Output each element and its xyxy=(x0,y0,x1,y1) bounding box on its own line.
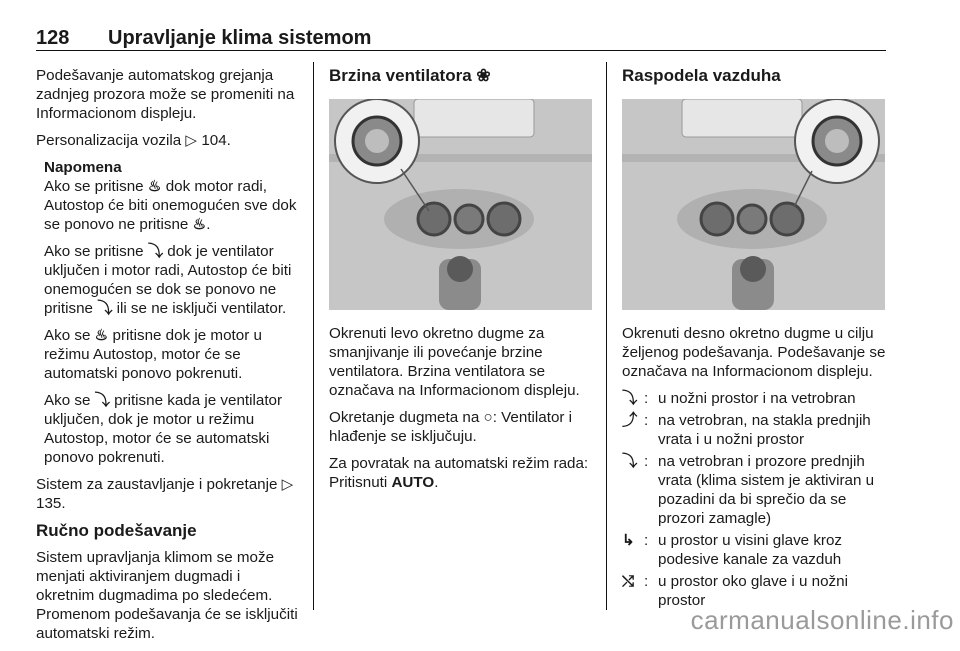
airflow-icon: ⤴ xyxy=(622,412,638,429)
page-reference[interactable]: 135. xyxy=(36,495,66,512)
text: : Ventilator i hlađenje se isključuju. xyxy=(329,409,573,445)
list-item xyxy=(622,389,888,408)
defrost-icon: ♨ xyxy=(192,216,207,233)
airflow-icon: ⤵ xyxy=(622,453,638,470)
text: pritisne dok je motor u režimu Autostop, motor će se automatski ponovo pokrenuti. xyxy=(44,327,262,382)
column-divider xyxy=(313,62,314,610)
note-paragraph xyxy=(44,242,298,318)
colon: : xyxy=(644,412,649,429)
list-item xyxy=(622,411,888,449)
colon: : xyxy=(644,532,649,549)
paragraph: Sistem upravljanja klimom se može menjati aktiviranjem dugmadi i okretnim dugmadima po sledećem. Promenom podešavanja će se isključiti automatski režim. xyxy=(36,549,298,642)
list-item-text: na vetrobran, na stakla prednjih vrata i u nožni prostor xyxy=(658,412,871,448)
section-heading: Raspodela vazduha xyxy=(622,66,781,85)
note-paragraph xyxy=(44,326,298,383)
climate-control-photo-fan xyxy=(329,99,592,310)
page-number: 128 xyxy=(36,27,70,49)
watermark: carmanualsonline.info xyxy=(690,605,954,635)
airflow-icon: ↳ xyxy=(622,532,635,549)
column-middle xyxy=(329,66,594,500)
airflow-icon: ⤵ xyxy=(97,300,113,317)
heading-text: Brzina ventilatora xyxy=(329,66,472,85)
defrost-icon: ♨ xyxy=(147,178,162,195)
list-item-text: u nožni prostor i na vetrobran xyxy=(658,390,856,407)
page-title: Upravljanje klima sistemom xyxy=(108,27,372,49)
colon: : xyxy=(644,453,649,470)
note-paragraph xyxy=(44,177,298,234)
text: dok je ventilator uključen i motor radi, Autostop će biti onemogućen se dok se ponovo ne pritisne xyxy=(44,243,292,317)
section-heading: Ručno podešavanje xyxy=(36,521,197,540)
airflow-list xyxy=(622,389,888,610)
text: Ako se xyxy=(44,392,95,409)
text: Ako se pritisne xyxy=(44,178,148,195)
list-item-text: u prostor oko glave i u nožni prostor xyxy=(658,573,848,609)
paragraph xyxy=(329,454,594,492)
note-box xyxy=(36,158,298,467)
paragraph xyxy=(36,131,298,150)
reference-arrow-icon: ▷ xyxy=(185,132,198,149)
note-paragraph xyxy=(44,391,298,467)
paragraph: Podešavanje automatskog grejanja zadnjeg prozora može se promeniti na Informacionom displeju. xyxy=(36,67,295,122)
fan-icon: ❀ xyxy=(476,66,491,85)
paragraph: Okrenuti desno okretno dugme u cilju željenog podešavanja. Podešavanje se označava na Informacionom displeju. xyxy=(622,325,886,380)
colon: : xyxy=(644,573,649,590)
note-title: Napomena xyxy=(44,159,122,176)
defrost-icon: ♨ xyxy=(94,327,109,344)
airflow-icon: ⤵ xyxy=(147,243,164,260)
page-reference[interactable]: 104. xyxy=(201,132,231,149)
airflow-icon: ⤵ xyxy=(94,392,110,409)
paragraph: Okrenuti levo okretno dugme za smanjivanje ili povećanje brzine ventilatora. Brzina ventilatora se označava na Informacionom displeju. xyxy=(329,325,580,399)
text: Sistem za zaustavljanje i pokretanje xyxy=(36,476,282,493)
off-icon: ○ xyxy=(483,409,493,426)
list-item-text: na vetrobran i prozore prednjih vrata (klima sistem je aktiviran u pozadini da bi sprečio da se prozori zamagle) xyxy=(658,453,875,527)
airflow-icon: ⤵ xyxy=(622,390,638,407)
climate-control-photo-distribution xyxy=(622,99,885,310)
section-heading xyxy=(329,66,594,85)
paragraph xyxy=(36,475,298,513)
airflow-icon: ⤭ xyxy=(622,573,635,590)
list-item-text: u prostor u visini glave kroz podesive kanale za vazduh xyxy=(658,532,843,568)
text: Ako se xyxy=(44,327,95,344)
reference-arrow-icon: ▷ xyxy=(281,476,294,493)
header-rule xyxy=(36,50,886,51)
text: . xyxy=(434,474,439,491)
colon: : xyxy=(644,390,649,407)
page-header xyxy=(36,27,371,50)
text: Ako se pritisne xyxy=(44,243,148,260)
text: pritisne kada je ventilator uključen, dok je motor u režimu Autostop, motor će se automatski ponovo pokrenuti. xyxy=(44,392,283,466)
text: . xyxy=(206,216,211,233)
paragraph xyxy=(329,408,594,446)
text: ili se ne isključi ventilator. xyxy=(112,300,287,317)
text: Personalizacija vozila xyxy=(36,132,186,149)
list-item xyxy=(622,531,888,569)
list-item xyxy=(622,452,888,528)
text: Za povratak na automatski režim rada: Pritisnuti xyxy=(329,455,589,491)
column-left xyxy=(36,66,298,651)
auto-label: AUTO xyxy=(391,474,435,491)
text: Okretanje dugmeta na xyxy=(329,409,484,426)
text: dok motor radi, Autostop će biti onemogućen sve dok se ponovo ne pritisne xyxy=(44,178,297,233)
column-divider xyxy=(606,62,607,610)
column-right xyxy=(622,66,888,613)
